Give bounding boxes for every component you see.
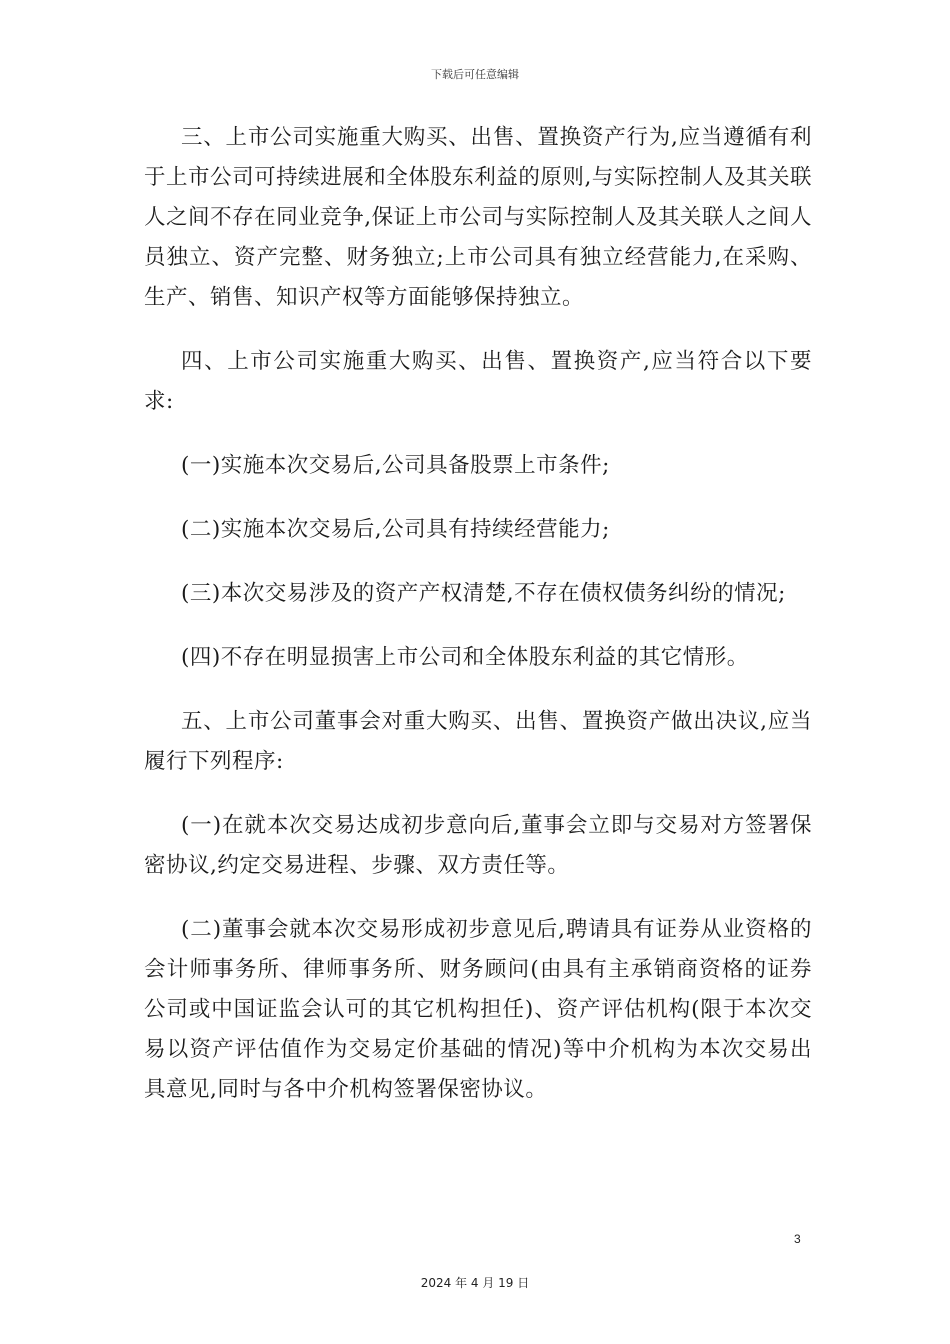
paragraph: (二)董事会就本次交易形成初步意见后,聘请具有证券从业资格的会计师事务所、律师事务所、财务顾问(由具有主承销商资格的证券公司或中国证监会认可的其它机构担任)、资产评估机构(限于本次交易以资产评估值作为交易定价基础的情况)等中介机构为本次交易出具意见,同时与各中介机构签署保密协议。 xyxy=(144,917,812,1102)
paragraph: (三)本次交易涉及的资产产权清楚,不存在债权债务纠纷的情况; xyxy=(181,581,786,606)
page-footer-date: 2024 年 4 月 19 日 xyxy=(420,1276,530,1290)
page-header: 下载后可任意编辑 xyxy=(431,68,519,81)
page-number: 3 xyxy=(794,1232,801,1246)
paragraph: (二)实施本次交易后,公司具有持续经营能力; xyxy=(181,517,610,542)
paragraph: (一)实施本次交易后,公司具备股票上市条件; xyxy=(181,453,610,478)
paragraph: (一)在就本次交易达成初步意向后,董事会立即与交易对方签署保密协议,约定交易进程、步骤、双方责任等。 xyxy=(144,813,812,878)
document-body xyxy=(144,118,812,1134)
paragraph: 三、上市公司实施重大购买、出售、置换资产行为,应当遵循有利于上市公司可持续进展和全体股东利益的原则,与实际控制人及其关联人之间不存在同业竞争,保证上市公司与实际控制人及其关联人之间人员独立、资产完整、财务独立;上市公司具有独立经营能力,在采购、生产、销售、知识产权等方面能够保持独立。 xyxy=(144,125,812,310)
paragraph: 四、上市公司实施重大购买、出售、置换资产,应当符合以下要求: xyxy=(144,349,812,414)
paragraph: (四)不存在明显损害上市公司和全体股东利益的其它情形。 xyxy=(181,645,749,670)
paragraph: 五、上市公司董事会对重大购买、出售、置换资产做出决议,应当履行下列程序: xyxy=(144,709,812,774)
